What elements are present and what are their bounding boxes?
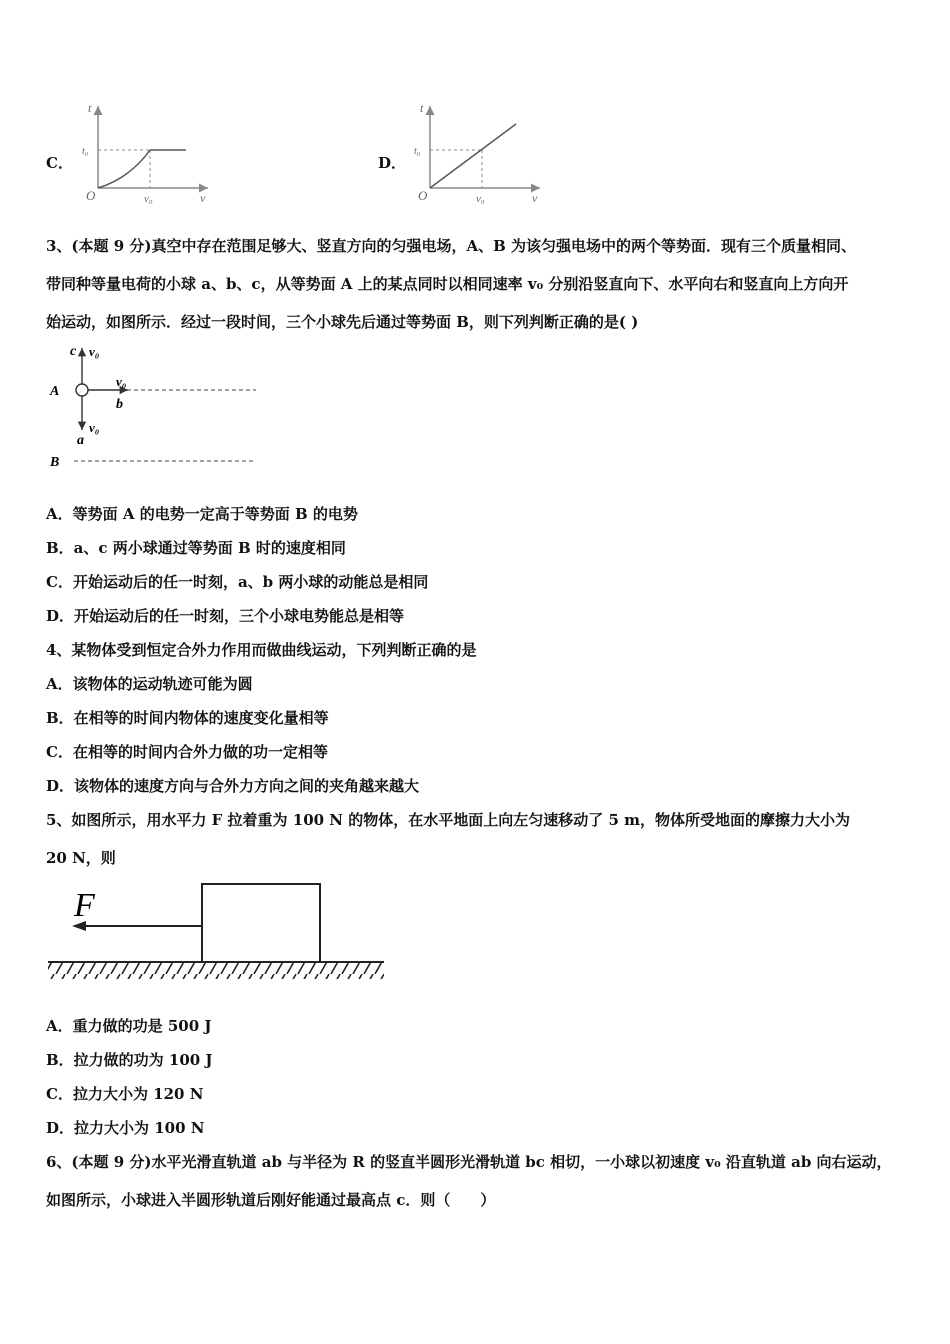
label-b: b — [116, 397, 123, 412]
q3-option-a: A．等势面 A 的电势一定高于等势面 B 的电势 — [46, 505, 358, 523]
q3-figure — [44, 338, 264, 473]
q3-stem-line-1: 3、(本题 9 分)真空中存在范围足够大、竖直方向的匀强电场，A、B 为该匀强电场中的两个等势面．现有三个质量相同、 — [46, 237, 857, 255]
force-label: F — [74, 887, 95, 924]
graph-c-v0-label: v₀ — [144, 193, 153, 205]
q3-option-d: D．开始运动后的任一时刻，三个小球电势能总是相等 — [46, 607, 405, 625]
q5-stem-line-1: 5、如图所示，用水平力 F 拉着重为 100 N 的物体，在水平地面上向左匀速移动了 5 m，物体所受地面的摩擦力大小为 — [46, 811, 850, 829]
graph-d-origin: O — [418, 188, 428, 203]
label-c: c — [70, 344, 77, 359]
q5-option-a: A．重力做的功是 500 J — [46, 1017, 212, 1035]
q3-option-c: C．开始运动后的任一时刻，a、b 两小球的动能总是相同 — [46, 573, 429, 591]
q5-figure — [44, 878, 389, 986]
graph-c — [80, 98, 220, 208]
graph-c-t-label: t — [88, 101, 92, 115]
label-a: a — [77, 433, 84, 448]
q6-stem-line-2: 如图所示，小球进入半圆形轨道后刚好能通过最高点 c．则（ ） — [46, 1191, 496, 1209]
ball-start-point — [76, 384, 88, 396]
graph-c-origin: O — [86, 188, 96, 203]
q5-option-c: C．拉力大小为 120 N — [46, 1085, 204, 1103]
q4-option-c: C．在相等的时间内合外力做的功一定相等 — [46, 743, 328, 761]
graph-c-t0-label: t₀ — [82, 146, 89, 157]
q5-option-b: B．拉力做的功为 100 J — [46, 1051, 213, 1069]
q5-option-d: D．拉力大小为 100 N — [46, 1119, 205, 1137]
option-d-label: D． — [378, 154, 407, 172]
q4-option-b: B．在相等的时间内物体的速度变化量相等 — [46, 709, 329, 727]
graph-d-line — [430, 124, 516, 188]
label-v0-up: v₀ — [89, 344, 100, 359]
graph-d — [412, 98, 552, 208]
q4-option-a: A．该物体的运动轨迹可能为圆 — [46, 675, 253, 693]
label-A: A — [50, 384, 60, 399]
q5-stem-line-2: 20 N，则 — [46, 849, 116, 867]
q3-stem-line-2: 带同种等量电荷的小球 a、b、c，从等势面 A 上的某点同时以相同速率 v₀ 分别沿竖直向下、水平向右和竖直向上方向开 — [46, 275, 849, 293]
label-v0-right: v₀ — [116, 374, 127, 389]
q6-stem-line-1: 6、(本题 9 分)水平光滑直轨道 ab 与半径为 R 的竖直半圆形光滑轨道 bc 相切，一小球以初速度 v₀ 沿直轨道 ab 向右运动， — [46, 1153, 892, 1171]
label-v0-down: v₀ — [89, 420, 100, 435]
q3-option-b: B．a、c 两小球通过等势面 B 时的速度相同 — [46, 539, 346, 557]
graph-d-v0-label: v₀ — [476, 193, 485, 205]
graph-d-t0-label: t₀ — [414, 146, 421, 157]
ground-hatch — [48, 963, 384, 979]
q3-stem-line-3: 始运动，如图所示．经过一段时间，三个小球先后通过等势面 B，则下列判断正确的是( ) — [46, 313, 639, 331]
option-c-label: C． — [46, 154, 73, 172]
graph-c-curve — [98, 150, 150, 188]
block — [202, 884, 320, 962]
graph-d-v-label: v — [532, 191, 538, 205]
graph-d-t-label: t — [420, 101, 424, 115]
label-B: B — [50, 455, 60, 470]
q4-stem: 4、某物体受到恒定合外力作用而做曲线运动，下列判断正确的是 — [46, 641, 477, 659]
graph-c-v-label: v — [200, 191, 206, 205]
q4-option-d: D．该物体的速度方向与合外力方向之间的夹角越来越大 — [46, 777, 420, 795]
